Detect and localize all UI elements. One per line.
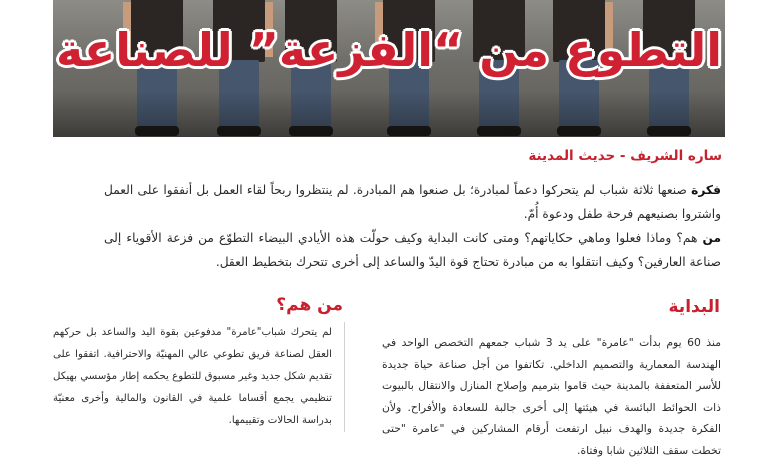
paragraph-text: صنعها ثلاثة شباب لم يتحركوا دعماً لمبادرة؛ بل صنعوا هم المبادرة. لم ينتظروا ربحاً لقاء العمل بل أنفقوا على العمل واشتروا بصنيعهم فرحة طفل ودعوة أُمّ. [104,183,721,221]
paragraph-text: هم؟ وماذا فعلوا وماهي حكاياتهم؟ ومتى كانت البداية وكيف حولّت هذه الأيادي البيضاء التطوّع من فزعة الأقوياء إلى صناعة العارفين؟ وكيف انتقلوا به من مبادرة تحتاج قوة اليدّ والساعد إلى أخرى تتحرك بتخطيط العقل. [104,231,721,269]
author-byline: ساره الشريف - حديث المدينة [528,148,722,164]
article-title: التطوع من “الفزعة” للصناعة [55,23,723,77]
section-body-start: منذ 60 يوم بدأت "عامرة" على يد 3 شباب جمعهم التخصص الواحد في الهندسة المعمارية والتصميم الداخلي. تكاتفوا من أجل صناعة حياة جديدة للأسر المتعففة بالمدينة حيث قاموا بترميم وإصلاح المنازل والانتقال بالبيوت ذات الحوائط البائسة في هيئتها إلى أخرى جالبة للسعادة والأفراح. ولأن الفكرة جديدة والهدف نبيل ارتفعت أرقام المشاركين في "عامرة "حتى تخطت سقف الثلاثين شابا وفتاة. [382,336,721,457]
section-body-who: لم يتحرك شباب"عامرة" مدفوعين بقوة اليد والساعد بل حركهم العقل لصناعة فريق تطوعي عالي المهنيّة والاحترافية. اتفقوا على تقديم شكل جديد وغير مسبوق للتطوع يحكمه إطار مؤسسي بهيكل تنظيمي يجمع أقساما علمية في القانون والمالية وأخرى معنيّة بدراسة الحالات وتقييمها. [53,322,345,432]
intro-text [104,178,721,274]
intro-paragraph [104,226,721,274]
section-title-who: من هم؟ [276,295,343,315]
hero-image [53,0,725,137]
section-title-start: البداية [668,297,720,317]
lead-word: فكرة [691,183,721,197]
lead-word: من [702,231,721,245]
intro-paragraph [104,178,721,226]
